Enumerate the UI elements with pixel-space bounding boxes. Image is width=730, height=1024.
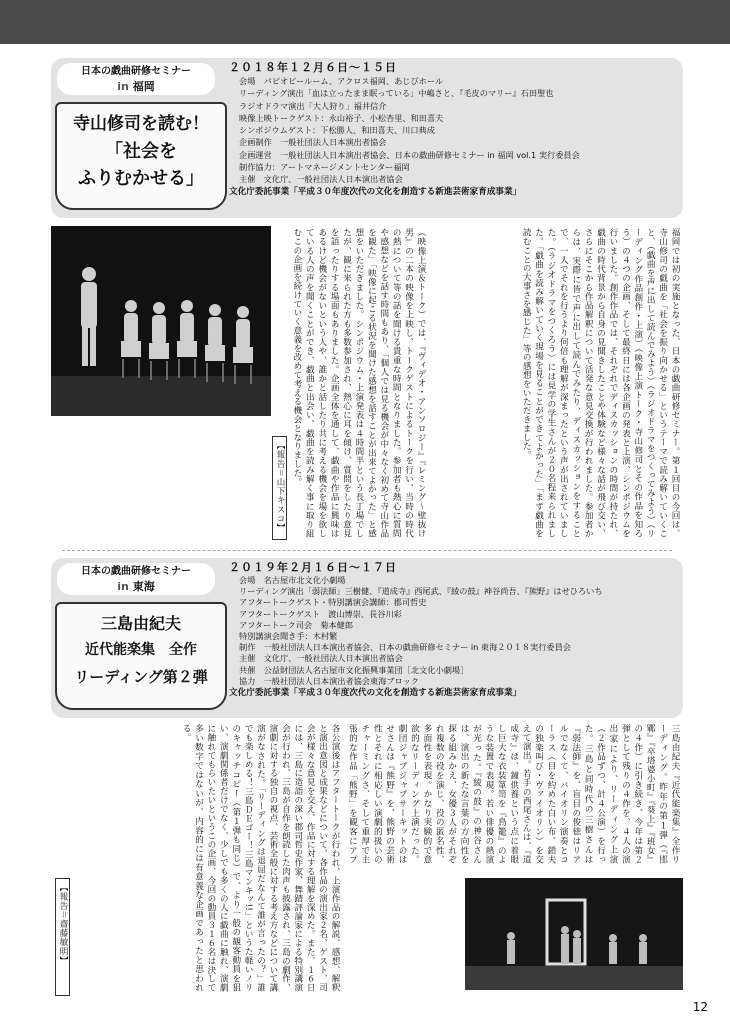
detail-planning: 企画制作 一般社団法人日本演出者協会 <box>239 137 387 148</box>
performance-photo-fukuoka <box>51 226 271 416</box>
seminar-in-label: in <box>117 80 129 93</box>
detail-lecture-interviewer: 特別講演会聞き手：木村繁 <box>239 631 338 642</box>
detail-cohost-tokai: 共催 公益財団法人名古屋市文化振興事業団［北文化小劇場］ <box>239 664 469 675</box>
event-tokai-info-box <box>51 558 683 718</box>
event-title-line-3: ふりむかせる」 <box>78 167 204 189</box>
event-fukuoka-body-right: 福岡では初の実施となった、日本の戯曲研修セミナー。第１回目の今回は、寺山修司の戯曲を「社会を振り向かせる」というテーマで読み解いていくこと、（戯曲を声に出して読んでみよう）（ラジオドラマをつくってみよう）（リーディング作品創作・上演）（映像上演トーク・寺山修司とその作品を知ろう）の４つの企画、そして最終日には各企画の発表と上演、シンポジウムを行いました。創作作品では、それぞれでディスカッションの時間が持たれ、戯曲の時代背景から自身の見聞きしたことや体験など様々な話が飛び交い、さらにそこから作品解釈について活発な意見交換が行われました。参加者からは、実際に皆で声に出して読んでみたり、ディスカッションをすることで、一人でそれを行うより何倍も理解が深まったという声が出されていました。（ラジオドラマをつくろう）には見学の学生さんが２０名程来られました。「戯曲を読み解いていく現場を見ることができてよかった」「まず戯曲を読むことの大事さを感じた」等の感想をいただきました。 <box>521 228 680 538</box>
detail-venue: 会場 パピオビールーム、アクロス福岡、あじびホール <box>239 76 444 86</box>
event-tokai-body-left: 各公演後はアフタートークが行われ、上演作品の解説、感想、解釈と演出意図と成果などについて、各作品の演出家２名、ゲスト、司会が様々な意見を交え、作品に対する理解を深めた。また、１６日には、三島に造詣の深い郡司哲史作家、舞踏評論家による特別講演会が行われ、三島が自作を朗読した肉声も披露され、三島の劇作、演劇に対する独自の視点、芸術全般に対する考え方などについて講演がなされた。「リーディングは退屈だなんて誰が言ったの？」誰でも楽しめる！三島ＤＥゴー！三島マンキッ!!」というた軽いノリのキャッチコピー（第１弾も同じ）で、より一般の観客動員を狙い、演劇関係者だけでなく、少しでも多くの人に戯曲に触れ、演劇に触れてもらいたいというこの企画、今回の動員３１６名は決して多い数字ではないが、内容的には有意義な企画であったと思われる。 <box>181 724 340 992</box>
support-program: 文化庁委託事業「平成３０年度次代の文化を創造する新進芸術家育成事業」 <box>229 186 522 197</box>
detail-organizer-tokai: 主催 文化庁、一般社団法人日本演出者協会 <box>239 653 403 664</box>
event-title-book-tokai <box>55 602 227 710</box>
event-fukuoka-section <box>51 58 683 538</box>
event-details <box>229 61 677 199</box>
detail-reading-directors-tokai: リーディング演出「弱法師」三樹健、『道成寺』西尾武、『綾の鼓』神谷尚吾、『熊野』はせひろいち <box>239 586 603 597</box>
performance-photo-tokai <box>465 878 683 990</box>
performance-photo-fukuoka-image <box>51 226 271 416</box>
seminar-badge-tokai <box>57 563 215 595</box>
seminar-badge <box>57 63 215 95</box>
seminar-title-tokai: 日本の戯曲研修セミナー <box>81 566 191 577</box>
event-fukuoka-info-box <box>51 58 683 218</box>
event-details-tokai <box>229 561 677 700</box>
support-program-tokai: 文化庁委託事業「平成３０年度次代の文化を創造する新進芸術家育成事業」 <box>229 688 522 699</box>
performance-photo-tokai-image <box>465 878 683 990</box>
event-tokai-body-right-cont <box>347 868 457 992</box>
report-credit-fukuoka: 【報告＝山下キスコ】 <box>272 436 287 540</box>
detail-cooperation-tokai: 協力 一般社団法人日本演出者協会東海ブロック <box>239 675 419 686</box>
seminar-city <box>57 79 215 94</box>
detail-talk-guests: 映像上映トークゲスト：永山裕子、小松杏里、和田喜夫 <box>239 112 444 123</box>
detail-organizer: 主催 文化庁、一般社団法人日本演出者協会 <box>239 174 403 185</box>
report-credit-tokai: 【報告＝齋藤敏明】 <box>55 878 70 996</box>
event-tokai-section <box>51 558 683 998</box>
event-title-line-3-tokai: リーディング第２弾 <box>74 667 208 686</box>
detail-venue-tokai: 会場 名古屋市北文化小劇場 <box>239 575 346 585</box>
seminar-title: 日本の戯曲研修セミナー <box>81 66 191 77</box>
event-title-line-2-tokai: 近代能楽集 全作 <box>85 642 197 658</box>
seminar-in-label-tokai: in <box>117 580 129 593</box>
event-date: ２０１８年１２月６日～１５日 <box>229 61 397 74</box>
seminar-city-name-tokai: 東海 <box>132 580 155 593</box>
detail-lecture-guest: アフタートークゲスト・特別講演会講師：郡司哲史 <box>239 597 427 608</box>
top-header-bar <box>0 0 730 44</box>
event-tokai-body-right: 三島由紀夫『近代能楽集』全作リーディング。昨年の第１弾（『邯鄲』『卒塔婆小町』『葵上』『班女』の４作）に引き続き、今年は第２弾として残りの４作を、４人の演出家により、リーディング上演（２作品ずつ、計４公演）を行った。三島と同時代の三樹さんは『弱法師』を、盲目の俊徳はリアルでなくて、バイオリン演奏とコーラス（目を約めた白い布、鎖夫の独楽叫び・ヴァイオリン）を交えて演出。若手の西尾さんは、『道成寺』は、鐘供養という点に着眼し巨大な衣装箪笥を『鳥籠』のような装置で表現。若い俳優の熱演が光った。『綾の鼓』の神谷さんは、演出の新たな言葉の方向性を探る組みかえ、女優３人がそれぞれ複数の役を演じ、役の匿名性、多面性を表現。かなり実験的で意欲的なリーディング上演だった。劇団ジャブジャブサーキットのはせさんは『熊野』を、熊野の芸術性とそれに相応しい演劇的扱いのチャーミングさ、そして重厚で主張的な作品「熊野」を観客にアプ <box>347 724 680 864</box>
seminar-city-tokai <box>57 579 215 594</box>
event-title-line-1: 寺山修司を読む！ <box>73 114 209 134</box>
event-date-tokai: ２０１９年２月１６日～１７日 <box>229 561 397 574</box>
event-fukuoka-body-left: （映像上演＆トーク）では、『ヴィデオ・アンソロジー』『レミング～壁抜け男』の二本の映像を上映し、トークゲストによるトークを行い、当時の時代の熱について等の話を聞ける貴重な時間となりました。参加者も熱心に質問や感想などを話す時間もあり、「個人では見る機会が中々なく初めて寺山作品を観た」「映像に起こる状況を聞けた感想を話すことが出来てよかった」と感想をいただきました。シンポジウム・上演発表は４時間半という長丁場でしたが、観に来られた方も多数参加され、熱心に耳を傾け、質問をしたり意見を語ったりする場面もありました。企画全体を通して、戯曲や作品に興味はあるけど機会がないという人や、誰かと話したり共に考える機会を場を欲している人の声を聞くことができ、戯曲と出会い、戯曲を読み解く事に取り組むこの企画を続けていく意義を改めて考える機会となりました。 <box>291 228 426 538</box>
detail-production-tokai: 制作 一般社団法人日本演出者協会、日本の戯曲研修セミナー in 東海２０１８実行委員会 <box>239 642 571 653</box>
detail-reading-director: リーディング演出「血は立ったまま眠っている」中嶋さと、『毛皮のマリー』石田聖也 <box>239 88 554 99</box>
event-title-line-2: 「社会を <box>105 141 177 163</box>
event-title-line-1-tokai: 三島由紀夫 <box>100 614 181 633</box>
detail-operation: 企画運営 一般社団法人日本演出者協会、日本の戯曲研修セミナー in 福岡 vol.1 実行委員会 <box>239 149 580 160</box>
seminar-city-name: 福岡 <box>132 80 155 93</box>
detail-cooperation: 制作協力：アートマネージメントセンター福岡 <box>239 162 410 173</box>
event-title-book <box>55 102 227 210</box>
detail-after-talk-guests: アフタートークゲスト 渡山博崇、長谷川彩 <box>239 608 402 619</box>
detail-symposium-guests: シンポジウムゲスト：下松勝人、和田喜夫、川口典成 <box>239 125 435 136</box>
page-number: 12 <box>692 1000 708 1014</box>
section-divider <box>62 550 672 551</box>
detail-after-talk-host: アフタートーク司会 菊本健郎 <box>239 619 354 630</box>
detail-radio-director: ラジオドラマ演出「大人狩り」福井信介 <box>239 100 387 111</box>
